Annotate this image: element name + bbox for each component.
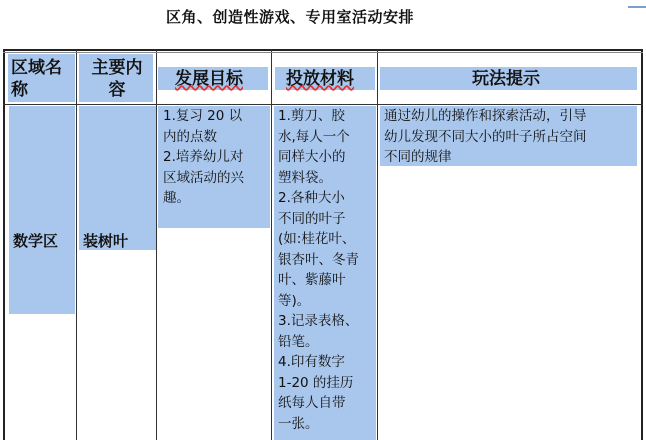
header-main-content xyxy=(87,57,147,101)
cell-fill-area xyxy=(9,106,75,314)
col-divider-4 xyxy=(377,49,378,440)
header-area-name xyxy=(11,57,62,101)
cell-main-content: 装树叶 xyxy=(83,232,129,250)
cell-materials: 1.剪刀、胶 水,每人一个 同样大小的 塑料袋。 2.各种大小 不同的叶子 (如:桂花叶、 银杏叶、冬青 叶、紫藤叶 等)。 3.记录表格、 铅笔。 4.印有数字 1-20 的挂历 纸每人自带 一张。 xyxy=(278,108,359,432)
header-area-name-line2: 称 xyxy=(11,80,28,100)
cell-area: 数学区 xyxy=(13,232,59,250)
document-title: 区角、创造性游戏、专用室活动安排 xyxy=(165,8,414,26)
header-main-content-line2: 容 xyxy=(108,80,126,100)
header-materials: 投放材料 xyxy=(286,69,354,89)
corner-mark xyxy=(628,0,646,8)
header-area-name-line1: 区域名 xyxy=(11,58,62,78)
col-divider-3 xyxy=(271,49,272,440)
cell-goal: 1.复习 20 以 内的点数 2.培养幼儿对 区域活动的兴 趣。 xyxy=(163,108,244,206)
header-play-tips: 玩法提示 xyxy=(472,69,540,89)
header-top-inner xyxy=(3,52,643,53)
col-divider-1 xyxy=(76,49,77,440)
cell-tips: 通过幼儿的操作和探索活动，引导 幼儿发现不同大小的叶子所占空间 不同的规律 xyxy=(384,108,587,165)
header-main-content-line1: 主要内 xyxy=(91,58,143,78)
header-development-goal: 发展目标 xyxy=(175,69,243,89)
header-divider xyxy=(3,104,643,105)
cell-fill-content xyxy=(79,106,156,250)
col-divider-2 xyxy=(156,49,157,440)
